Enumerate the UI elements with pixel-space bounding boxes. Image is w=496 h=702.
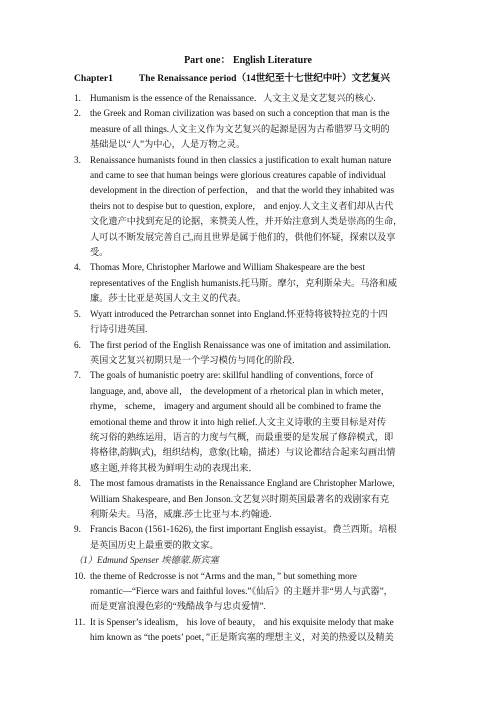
item-text-line: Francis Bacon (1561-1626), the first important English essayist。费兰西斯。培根	[90, 524, 397, 535]
item-number: 4.	[74, 262, 81, 273]
item-text-line: the theme of Redcrosse is not “Arms and the man，” but something more	[90, 570, 357, 581]
item-text-line: Wyatt introduced the Petrarchan sonnet into England.怀亚特将彼特拉克的十四	[90, 308, 388, 319]
item-text-line: Renaissance humanists found in then classics a justification to exalt human nature	[90, 154, 392, 165]
list-item	[74, 153, 424, 261]
list-item	[74, 615, 424, 646]
item-text-line: emotional theme and throw it into high relief.人文主义诗歌的主要目标是对传	[90, 416, 387, 427]
item-number: 2.	[74, 108, 81, 119]
item-text-line: language, and, above all， the development of a rhetorical plan in which meter，	[90, 385, 391, 396]
item-number: 5.	[74, 308, 81, 319]
item-text-line: 英国文艺复兴初期只是一个学习模仿与同化的阶段.	[90, 354, 295, 365]
list-item	[74, 569, 424, 615]
item-text-line: William Shakespeare, and Ben Jonson.文艺复兴时期英国最著名的戏剧家有克	[90, 493, 390, 504]
item-text-line: the Greek and Roman civilization was based on such a conception that man is the	[90, 108, 390, 119]
item-text-line: Humanism is the essence of the Renaissance．人文主义是文艺复兴的核心.	[90, 93, 376, 103]
numbered-list	[74, 91, 424, 646]
item-text-line: measure of all things.人文主义作为文艺复兴的起源是因为古希腊罗马文明的	[90, 123, 390, 134]
list-item	[74, 106, 424, 152]
item-text-line: （1）Edmund Spenser 埃德蒙.斯宾塞	[74, 555, 219, 566]
list-item	[74, 338, 424, 369]
item-text-line: and came to see that human beings were glorious creatures capable of individual	[90, 170, 386, 181]
item-text-line: 利斯朵夫。马洛，威廉.莎士比亚与本.约翰逊.	[90, 508, 272, 519]
item-number: 8.	[74, 478, 81, 489]
item-number: 1.	[74, 93, 81, 103]
item-text-line: development in the direction of perfection， and that the world they inhabited was	[90, 185, 395, 196]
chapter-label: Chapter1	[74, 73, 113, 84]
item-text-line: him known as “the poets’ poet，”正是斯宾塞的理想主义，对美的热爱以及精美	[90, 632, 394, 643]
item-text-line: The most famous dramatists in the Renaissance England are Christopher Marlowe,	[90, 478, 395, 489]
item-number: 11.	[74, 616, 86, 627]
list-item	[74, 522, 424, 553]
item-text-line: The goals of humanistic poetry are: skillful handling of conventions, force of	[90, 370, 374, 381]
chapter-title: The Renaissance period（14世纪至十七世纪中叶）文艺复兴	[138, 73, 390, 84]
list-item	[74, 91, 424, 106]
section-subheading	[74, 553, 424, 568]
item-text-line: romantic—“Fierce wars and faithful loves.”《仙后》的主题并非“男人与武器”，	[90, 586, 393, 596]
item-text-line: rhyme， scheme， imagery and argument should all be combined to frame the	[90, 401, 381, 412]
item-text-line: 受。	[90, 247, 109, 258]
item-text-line: theirs not to despise but to question, explore， and enjoy.人文主义者们却从古代	[90, 200, 394, 211]
part-title: Part one： English Literature	[184, 55, 312, 66]
item-number: 7.	[74, 370, 81, 381]
item-number: 6.	[74, 339, 81, 350]
item-text-line: Thomas More, Christopher Marlowe and William Shakespeare are the best	[90, 262, 366, 273]
list-item	[74, 476, 424, 522]
item-text-line: 廉。莎士比亚是英国人文主义的代表。	[90, 293, 247, 304]
item-text-line: The first period of the English Renaissance was one of imitation and assimilation.	[90, 339, 391, 350]
item-number: 3.	[74, 154, 81, 165]
list-item	[74, 368, 424, 476]
item-text-line: 而是更富浪漫色彩的“残酷战争与忠贞爱情”.	[90, 601, 266, 612]
item-text-line: 统习俗的熟练运用，语言的力度与气概，而最重要的是发展了修辞模式，即	[90, 431, 394, 442]
item-text-line: representatives of the English humanists.托马斯。摩尔，克利斯朵夫。马洛和威	[90, 277, 397, 288]
chapter-heading	[74, 70, 390, 84]
item-text-line: 行诗引进英国.	[90, 324, 148, 335]
item-number: 10.	[74, 570, 86, 581]
list-item	[74, 260, 424, 306]
item-text-line: 人可以不断发展完善自己,而且世界是属于他们的，供他们怀疑，探索以及享	[90, 231, 396, 242]
item-text-line: 感主题,并将其极为鲜明生动的表现出来．	[90, 462, 258, 473]
item-text-line: 是英国历史上最重要的散文家。	[90, 539, 219, 550]
list-item	[74, 307, 424, 338]
item-number: 9.	[74, 524, 81, 535]
item-text-line: It is Spenser’s idealism， his love of beauty， and his exquisite melody that make	[90, 616, 394, 627]
item-text-line: 基础是以“人”为中心，人是万物之灵。	[90, 139, 246, 150]
item-text-line: 将格律,韵脚(式)，组织结构，意象(比喻，描述）与议论都结合起来勾画出情	[90, 447, 396, 458]
item-text-line: 文化遗产中找到充足的论据，来赞美人性，并开始注意到人类是崇高的生命，	[90, 216, 403, 227]
